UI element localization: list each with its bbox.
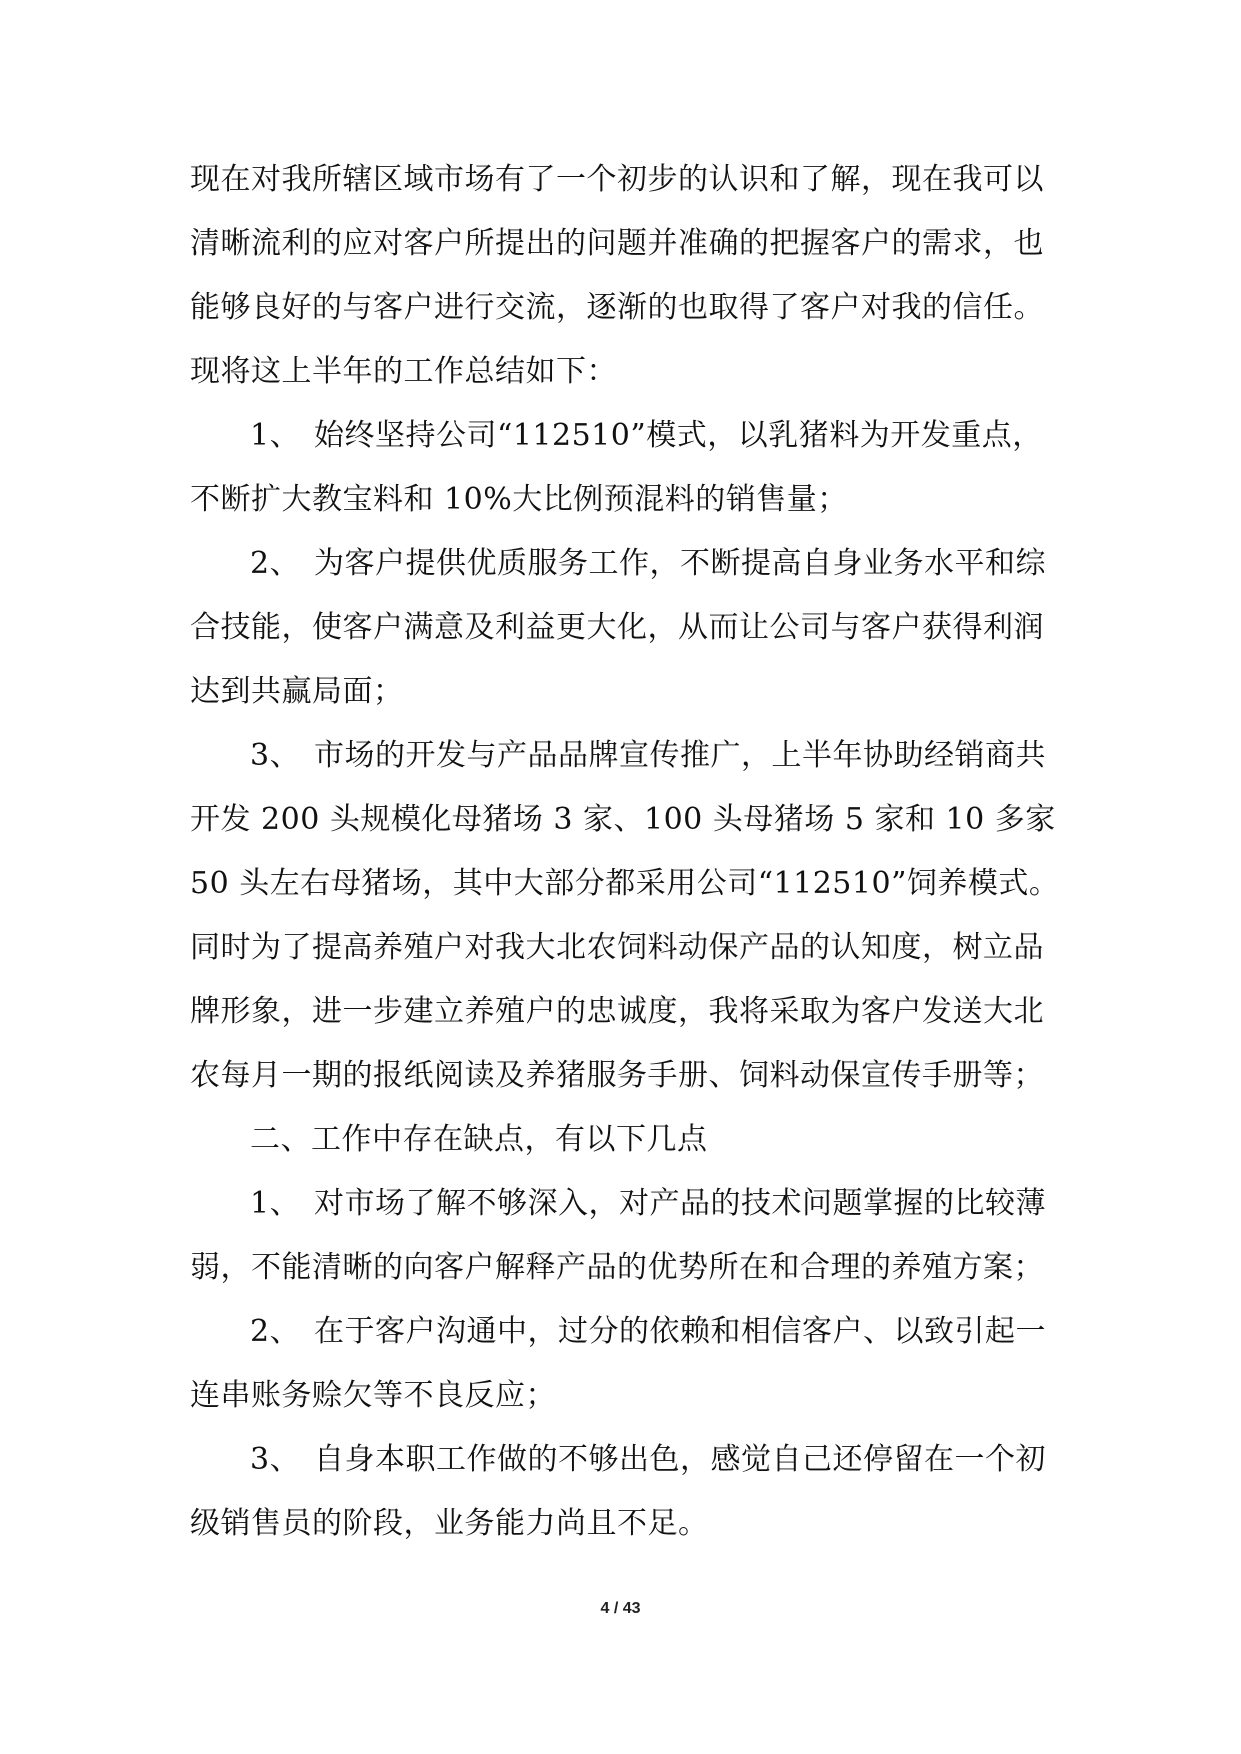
paragraph-text: 市场的开发与产品品牌宣传推广，上半年协助经销商共开发 200 头规模化母猪场 3 家、100 头母猪场 5 家和 10 多家 50 头左右母猪场，其中大部分都采用公司“112510”饲养模式。同时为了提高养殖户对我大北农饲料动保产品的认知度，树立品牌形象，进一步建立养殖户的忠诚度，我将采取为客户发送大北农每月一期的报纸阅读及养猪服务手册、饲料动保宣传手册等； [190,738,1060,1093]
item-number: 3、 [250,738,301,773]
paragraph-shortcoming-2 [190,1300,1070,1428]
section-heading-shortcomings [190,1108,1070,1172]
paragraph-text: 为客户提供优质服务工作，不断提高自身业务水平和综合技能，使客户满意及利益更大化，从而让公司与客户获得利润达到共赢局面； [190,546,1046,709]
paragraph-intro [190,148,1070,404]
paragraph-item-2 [190,532,1070,724]
paragraph-item-1 [190,404,1070,532]
paragraph-item-3 [190,724,1070,1108]
paragraph-text: 现在对我所辖区域市场有了一个初步的认识和了解，现在我可以清晰流利的应对客户所提出的问题并准确的把握客户的需求，也能够良好的与客户进行交流，逐渐的也取得了客户对我的信任。现将这上半年的工作总结如下： [190,162,1044,389]
paragraph-text: 始终坚持公司“112510”模式，以乳猪料为开发重点，不断扩大教宝料和 10%大比例预混料的销售量； [190,418,1043,517]
paragraph-shortcoming-3 [190,1428,1070,1556]
item-number: 2、 [250,546,301,581]
paragraph-shortcoming-1 [190,1172,1070,1300]
item-number: 1、 [250,418,301,453]
paragraph-text: 自身本职工作做的不够出色，感觉自己还停留在一个初级销售员的阶段，业务能力尚且不足。 [190,1442,1046,1541]
item-number: 1、 [250,1186,301,1221]
paragraph-text: 对市场了解不够深入，对产品的技术问题掌握的比较薄弱，不能清晰的向客户解释产品的优势所在和合理的养殖方案； [190,1186,1046,1285]
document-body [190,148,1070,1556]
page-number: 4 / 43 [600,1600,641,1617]
item-number: 3、 [250,1442,301,1477]
paragraph-text: 二、工作中存在缺点，有以下几点 [250,1122,708,1157]
paragraph-text: 在于客户沟通中，过分的依赖和相信客户、以致引起一连串账务赊欠等不良反应； [190,1314,1046,1413]
item-number: 2、 [250,1314,301,1349]
